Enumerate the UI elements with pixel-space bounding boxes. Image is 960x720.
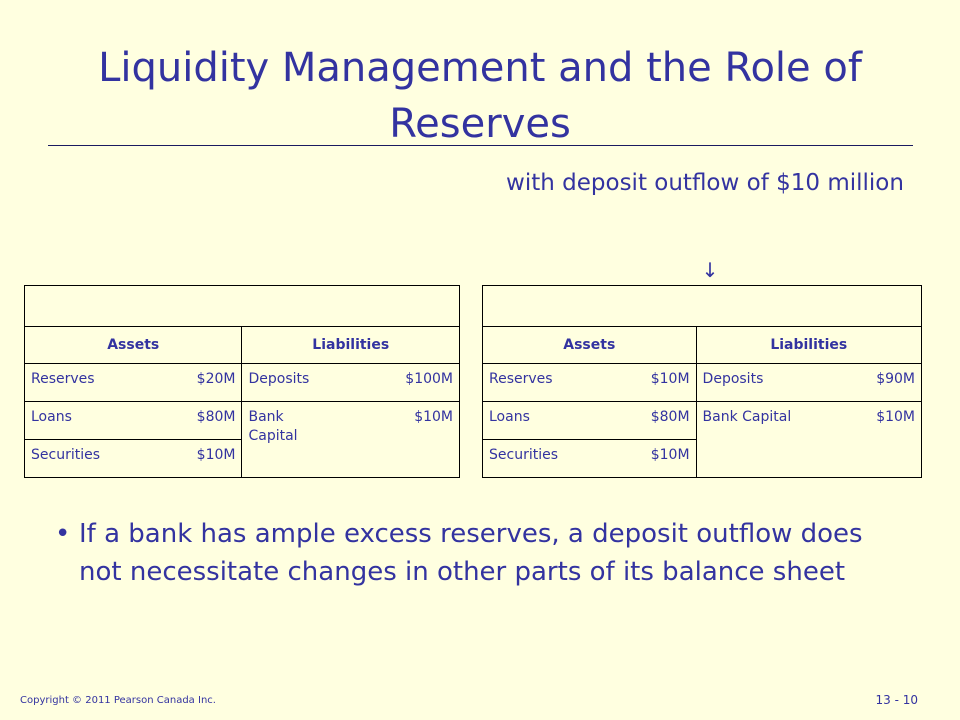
- liability-label: Bank Capital: [248, 409, 298, 444]
- liability-label: Deposits: [248, 371, 310, 387]
- liability-value: $10M: [876, 409, 915, 425]
- column-header-assets: Assets: [483, 327, 697, 364]
- liability-value: $100M: [405, 371, 453, 387]
- asset-label: Loans: [489, 409, 530, 425]
- column-header-liabilities: Liabilities: [696, 327, 921, 364]
- copyright-notice: Copyright © 2011 Pearson Canada Inc.: [20, 695, 216, 706]
- asset-cell: [25, 440, 242, 478]
- asset-label: Reserves: [489, 371, 553, 387]
- asset-value: $10M: [650, 371, 690, 387]
- column-header-assets: Assets: [25, 327, 242, 364]
- asset-value: $20M: [196, 371, 236, 387]
- liability-value: $10M: [414, 409, 453, 425]
- asset-value: $10M: [196, 447, 236, 463]
- asset-label: Securities: [489, 447, 559, 463]
- liability-label: Bank Capital: [702, 409, 792, 425]
- title-divider: [48, 145, 913, 146]
- asset-label: Securities: [31, 447, 101, 463]
- liability-cell: [242, 364, 460, 402]
- table-header-blank: [25, 286, 460, 327]
- table-header-blank: [483, 286, 922, 327]
- bullet-text: If a bank has ample excess reserves, a deposit outflow does not necessitate changes in other parts of its balance sheet: [79, 519, 863, 587]
- asset-value: $80M: [196, 409, 236, 425]
- bullet-point: [55, 515, 885, 591]
- asset-value: $80M: [650, 409, 690, 425]
- balance-sheet-before: [24, 285, 460, 478]
- liability-cell: [242, 402, 460, 478]
- liability-cell: [696, 402, 921, 478]
- bullet-dot-icon: •: [55, 519, 71, 549]
- column-header-liabilities: Liabilities: [242, 327, 460, 364]
- asset-cell: [483, 440, 697, 478]
- balance-sheet-after: [482, 285, 922, 478]
- liability-cell: [696, 364, 921, 402]
- asset-value: $10M: [650, 447, 690, 463]
- page-number: 13 - 10: [875, 693, 918, 707]
- asset-label: Loans: [31, 409, 72, 425]
- liability-label: Deposits: [702, 371, 764, 387]
- asset-cell: [483, 364, 697, 402]
- asset-cell: [25, 364, 242, 402]
- asset-cell: [25, 402, 242, 440]
- down-arrow-icon: ↓: [701, 258, 719, 282]
- asset-label: Reserves: [31, 371, 95, 387]
- slide-title: Liquidity Management and the Role of Reserves: [98, 45, 862, 147]
- outflow-note: with deposit outflow of $10 million: [506, 170, 904, 196]
- asset-cell: [483, 402, 697, 440]
- liability-value: $90M: [876, 371, 915, 387]
